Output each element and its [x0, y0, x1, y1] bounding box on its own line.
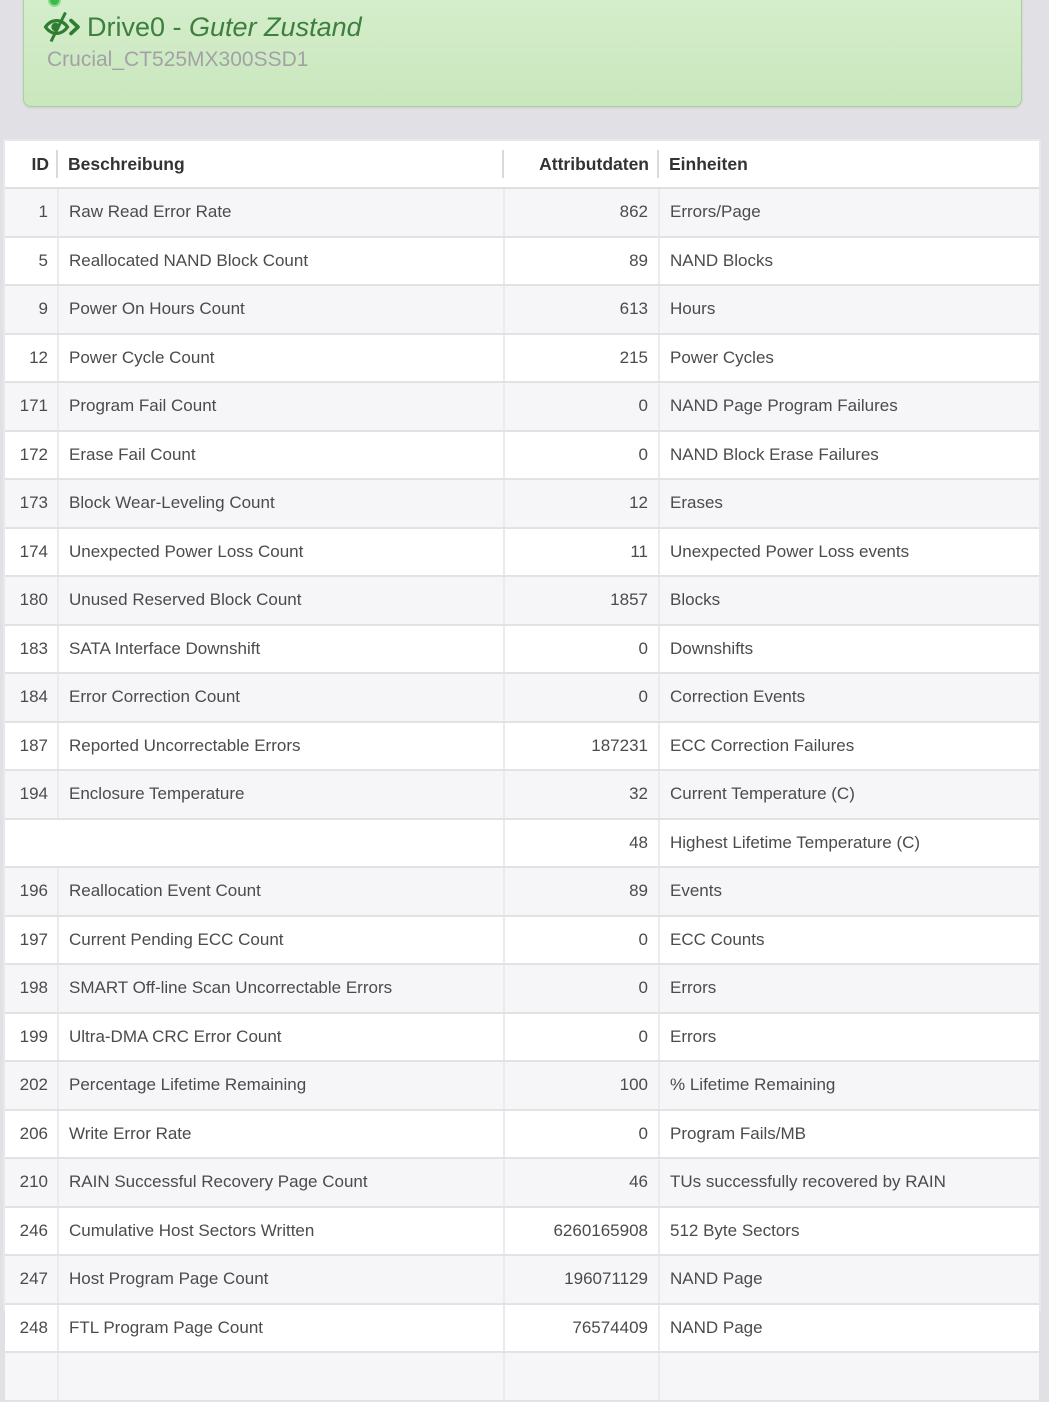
column-header-beschreibung: Beschreibung [58, 141, 504, 188]
attribute-description: Reallocated NAND Block Count [58, 237, 504, 286]
attribute-description: Cumulative Host Sectors Written [58, 1207, 504, 1256]
column-header-id: ID [5, 141, 58, 188]
table-row [5, 1110, 1039, 1159]
attribute-value: 0 [504, 431, 659, 480]
smart-attributes-table-container [3, 139, 1041, 1337]
attribute-description: Power Cycle Count [58, 334, 504, 383]
table-row [5, 382, 1039, 431]
attribute-unit: NAND Page [659, 1255, 1039, 1304]
table-row [5, 964, 1039, 1013]
attribute-description: Power On Hours Count [58, 285, 504, 334]
attribute-description: FTL Program Page Count [58, 1304, 504, 1353]
attribute-id: 198 [5, 964, 58, 1013]
attribute-unit: Unexpected Power Loss events [659, 528, 1039, 577]
attribute-unit: % Lifetime Remaining [659, 1061, 1039, 1110]
attribute-id: 12 [5, 334, 58, 383]
table-row [5, 673, 1039, 722]
attribute-id: 247 [5, 1255, 58, 1304]
attribute-value: 32 [504, 770, 659, 819]
attribute-description: Ultra-DMA CRC Error Count [58, 1013, 504, 1062]
table-row [5, 528, 1039, 577]
drive-online-status-dot-icon [48, 0, 61, 7]
attribute-value: 0 [504, 1013, 659, 1062]
attribute-description: Unexpected Power Loss Count [58, 528, 504, 577]
column-header-attributdaten: Attributdaten [504, 141, 659, 188]
attribute-description [5, 819, 504, 868]
table-row [5, 479, 1039, 528]
attribute-id: 197 [5, 916, 58, 965]
attribute-value: 1857 [504, 576, 659, 625]
attribute-value: 862 [504, 188, 659, 237]
attribute-value: 0 [504, 382, 659, 431]
attribute-description: SATA Interface Downshift [58, 625, 504, 674]
attribute-unit: TUs successfully recovered by RAIN [659, 1158, 1039, 1207]
attribute-value: 100 [504, 1061, 659, 1110]
attribute-description: Write Error Rate [58, 1110, 504, 1159]
attribute-description: Program Fail Count [58, 382, 504, 431]
table-row [5, 1158, 1039, 1207]
drive-status-card[interactable] [23, 0, 1022, 107]
table-row [5, 285, 1039, 334]
attribute-value: 0 [504, 625, 659, 674]
table-row [5, 576, 1039, 625]
attribute-unit: NAND Block Erase Failures [659, 431, 1039, 480]
attribute-unit: Power Cycles [659, 334, 1039, 383]
attribute-id: 183 [5, 625, 58, 674]
attribute-id: 248 [5, 1304, 58, 1353]
attribute-unit: ECC Correction Failures [659, 722, 1039, 771]
drive-title-row [44, 9, 362, 45]
attribute-value: 12 [504, 479, 659, 528]
attribute-value: 196071129 [504, 1255, 659, 1304]
attribute-description: Reported Uncorrectable Errors [58, 722, 504, 771]
attribute-value: 0 [504, 1110, 659, 1159]
smart-attributes-table [5, 141, 1039, 1402]
attribute-description: Host Program Page Count [58, 1255, 504, 1304]
attribute-id: 172 [5, 431, 58, 480]
attribute-unit: Current Temperature (C) [659, 770, 1039, 819]
attribute-description: RAIN Successful Recovery Page Count [58, 1158, 504, 1207]
attribute-value: 187231 [504, 722, 659, 771]
attribute-value: 0 [504, 964, 659, 1013]
attribute-description: Error Correction Count [58, 673, 504, 722]
attribute-unit [659, 1352, 1039, 1401]
attribute-unit: Correction Events [659, 673, 1039, 722]
attribute-id: 246 [5, 1207, 58, 1256]
attribute-description: Current Pending ECC Count [58, 916, 504, 965]
attribute-value [504, 1352, 659, 1401]
attribute-description: Erase Fail Count [58, 431, 504, 480]
attribute-description: Reallocation Event Count [58, 867, 504, 916]
table-row [5, 1207, 1039, 1256]
table-row [5, 1255, 1039, 1304]
attribute-id: 9 [5, 285, 58, 334]
drive-model-label: Crucial_CT525MX300SSD1 [47, 48, 309, 71]
table-row [5, 1013, 1039, 1062]
attribute-unit: ECC Counts [659, 916, 1039, 965]
attribute-value: 89 [504, 867, 659, 916]
table-row [5, 1061, 1039, 1110]
table-row [5, 819, 1039, 868]
attribute-id: 174 [5, 528, 58, 577]
attribute-value: 0 [504, 673, 659, 722]
attribute-id: 187 [5, 722, 58, 771]
attribute-unit: Downshifts [659, 625, 1039, 674]
attribute-unit: 512 Byte Sectors [659, 1207, 1039, 1256]
attribute-value: 48 [504, 819, 659, 868]
table-row [5, 722, 1039, 771]
attribute-unit: Program Fails/MB [659, 1110, 1039, 1159]
attribute-value: 46 [504, 1158, 659, 1207]
table-row [5, 334, 1039, 383]
column-header-einheiten: Einheiten [659, 141, 1039, 188]
table-row-partial [5, 1352, 1039, 1401]
table-row [5, 1304, 1039, 1353]
table-row [5, 770, 1039, 819]
attribute-id: 210 [5, 1158, 58, 1207]
table-row [5, 188, 1039, 237]
attribute-id: 194 [5, 770, 58, 819]
attribute-id: 5 [5, 237, 58, 286]
table-row [5, 431, 1039, 480]
attribute-description: SMART Off-line Scan Uncorrectable Errors [58, 964, 504, 1013]
attribute-description [58, 1352, 504, 1401]
attribute-unit: Blocks [659, 576, 1039, 625]
health-status-text: Guter Zustand [189, 11, 362, 42]
drive-name: Drive0 [87, 11, 166, 42]
attribute-id: 1 [5, 188, 58, 237]
drive-title [87, 12, 362, 43]
attribute-unit: Highest Lifetime Temperature (C) [659, 819, 1039, 868]
attribute-description: Block Wear-Leveling Count [58, 479, 504, 528]
attribute-description: Raw Read Error Rate [58, 188, 504, 237]
attribute-id: 180 [5, 576, 58, 625]
title-separator: - [165, 11, 190, 42]
attribute-id: 196 [5, 867, 58, 916]
attribute-description: Percentage Lifetime Remaining [58, 1061, 504, 1110]
attribute-unit: NAND Blocks [659, 237, 1039, 286]
attribute-unit: Errors [659, 964, 1039, 1013]
attribute-unit: Erases [659, 479, 1039, 528]
attribute-value: 0 [504, 916, 659, 965]
attribute-unit: NAND Page Program Failures [659, 382, 1039, 431]
attribute-id: 206 [5, 1110, 58, 1159]
attribute-id: 202 [5, 1061, 58, 1110]
attribute-unit: Hours [659, 285, 1039, 334]
attribute-value: 76574409 [504, 1304, 659, 1353]
attribute-value: 215 [504, 334, 659, 383]
attribute-description: Enclosure Temperature [58, 770, 504, 819]
attribute-description: Unused Reserved Block Count [58, 576, 504, 625]
attribute-unit: Errors/Page [659, 188, 1039, 237]
attribute-id [5, 1352, 58, 1401]
attribute-value: 11 [504, 528, 659, 577]
table-row [5, 916, 1039, 965]
attribute-id: 184 [5, 673, 58, 722]
table-header-row [5, 141, 1039, 188]
attribute-value: 613 [504, 285, 659, 334]
attribute-unit: Events [659, 867, 1039, 916]
attribute-id: 171 [5, 382, 58, 431]
table-row [5, 625, 1039, 674]
table-row [5, 237, 1039, 286]
attribute-id: 173 [5, 479, 58, 528]
drive-eye-icon [44, 11, 80, 43]
attribute-id: 199 [5, 1013, 58, 1062]
attribute-value: 89 [504, 237, 659, 286]
attribute-unit: Errors [659, 1013, 1039, 1062]
attribute-value: 6260165908 [504, 1207, 659, 1256]
table-row [5, 867, 1039, 916]
attribute-unit: NAND Page [659, 1304, 1039, 1353]
